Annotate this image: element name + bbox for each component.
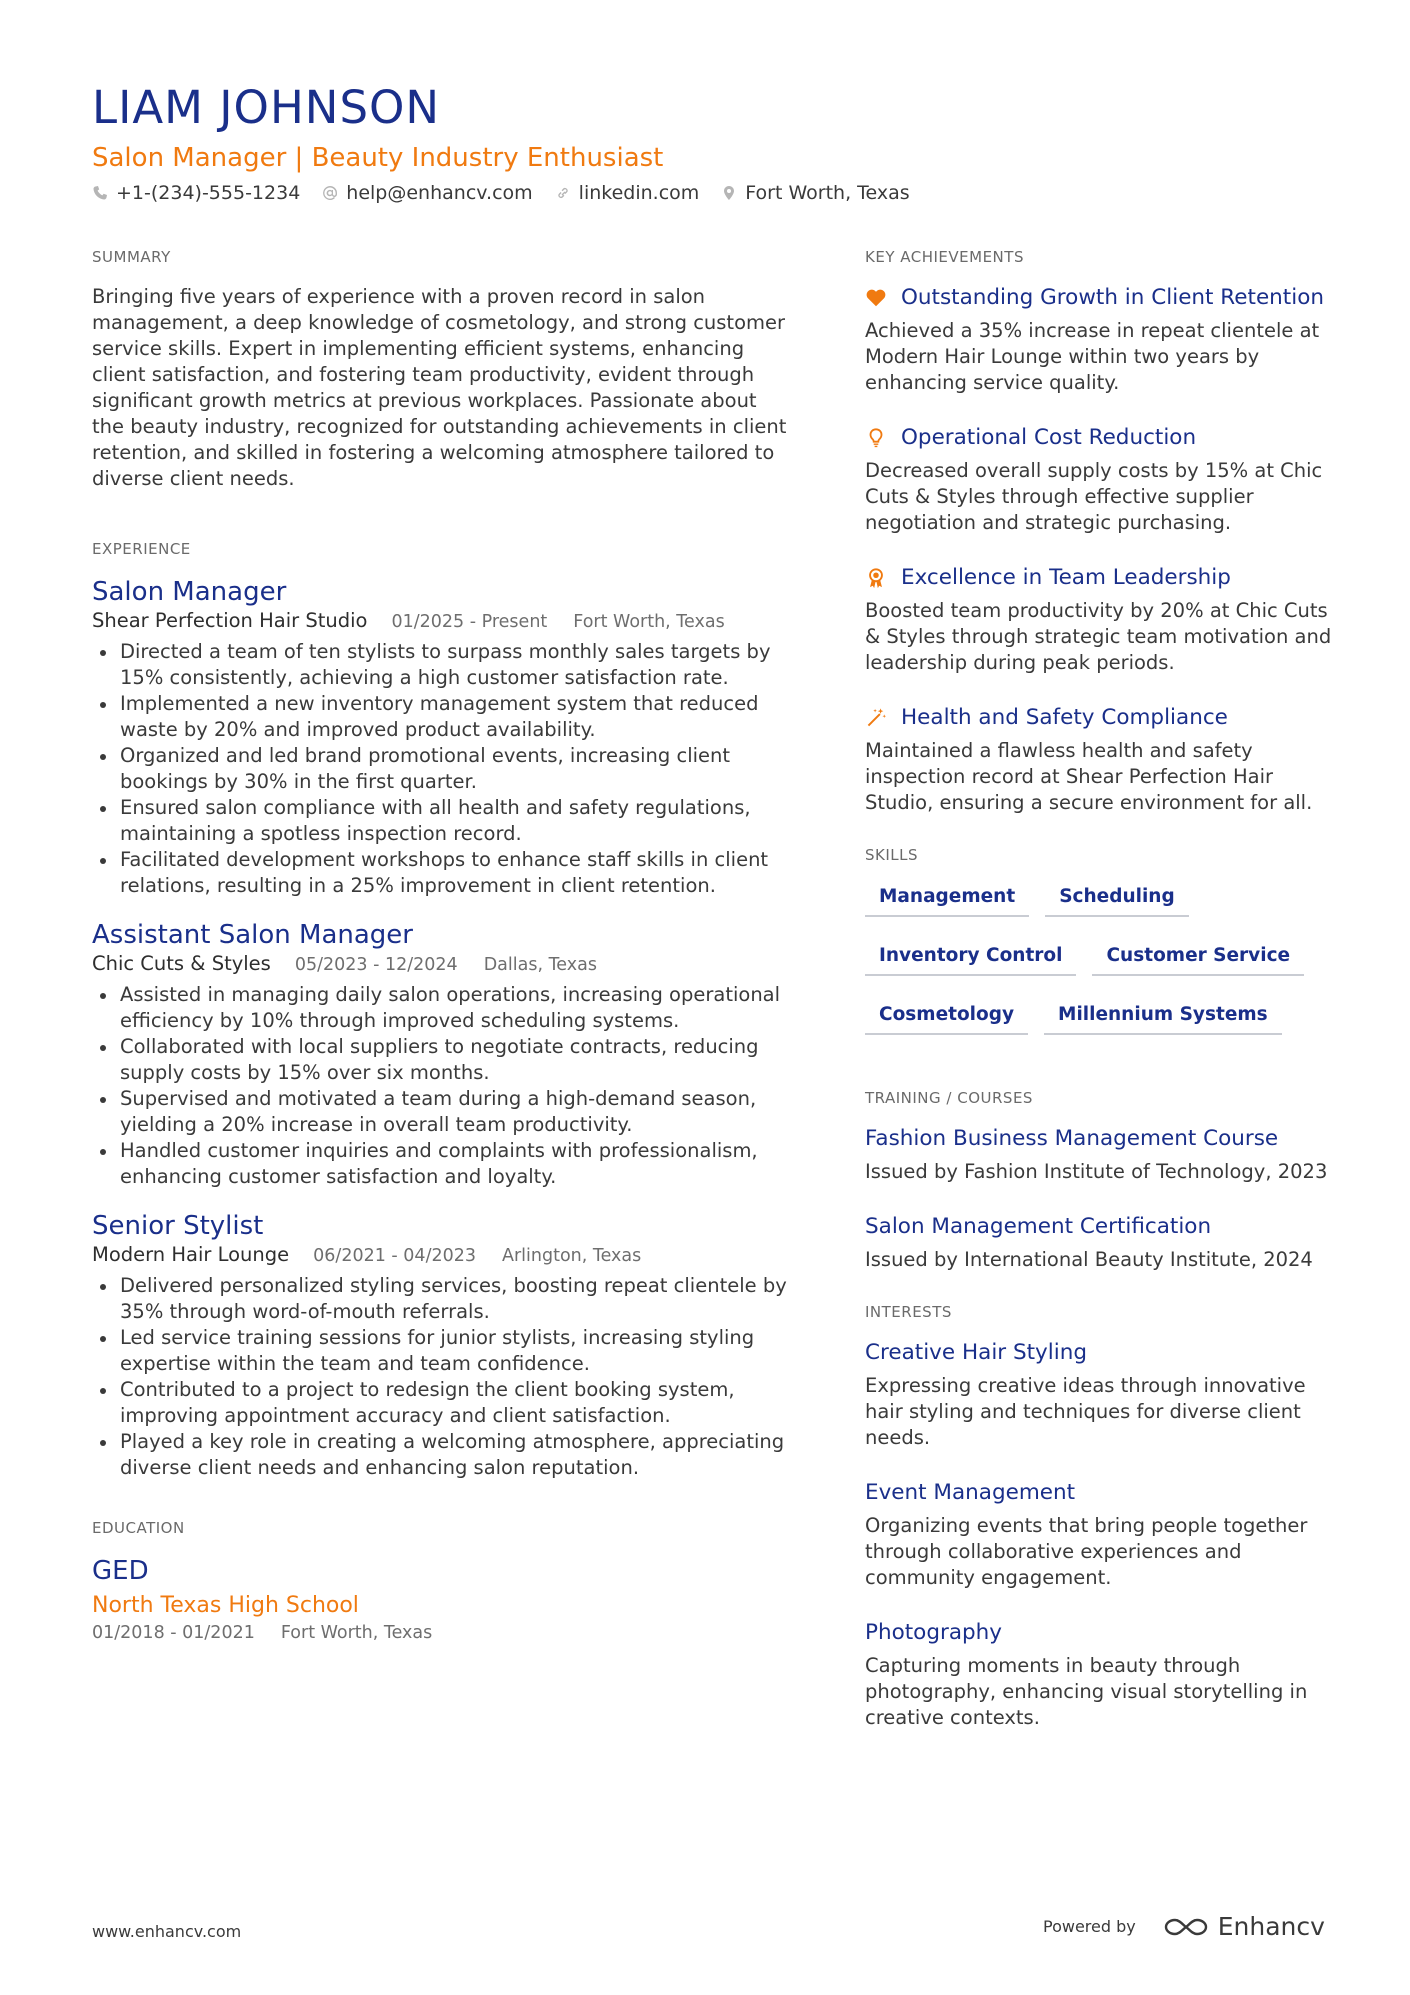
interest-item (865, 1619, 1335, 1731)
phone-icon (92, 185, 108, 201)
job-company: Chic Cuts & Styles (92, 952, 271, 975)
interests-section (865, 1303, 1335, 1731)
contact-bar (92, 182, 1332, 204)
skills-list (865, 882, 1335, 1059)
achievements-section (865, 248, 1335, 816)
interests-heading: INTERESTS (865, 1303, 952, 1321)
email-text: help@enhancv.com (346, 182, 533, 204)
interest-desc: Organizing events that bring people together through collaborative experiences and community engagement. (865, 1514, 1308, 1589)
interest-desc: Capturing moments in beauty through photography, enhancing visual storytelling in creative contexts. (865, 1654, 1308, 1729)
job-title: Assistant Salon Manager (92, 920, 413, 950)
education-meta (92, 1621, 792, 1645)
training-title: Salon Management Certification (865, 1214, 1212, 1239)
achievements-heading: KEY ACHIEVEMENTS (865, 248, 1024, 266)
brand-name: Enhancv (1217, 1912, 1325, 1941)
education-heading: EDUCATION (92, 1519, 185, 1537)
job-dates: 01/2025 - Present (391, 612, 548, 632)
achievement-title: Outstanding Growth in Client Retention (901, 285, 1324, 310)
magic-wand-icon (865, 707, 887, 729)
interest-title: Event Management (865, 1480, 1076, 1505)
achievement-title: Health and Safety Compliance (901, 705, 1228, 730)
job-bullet: Supervised and motivated a team during a high-demand season, yielding a 20% increase in overall team productivity. (92, 1086, 792, 1138)
achievement-header (865, 424, 1335, 452)
right-column (865, 248, 1335, 1779)
footer-website[interactable]: www.enhancv.com (92, 1922, 242, 1941)
achievement-item (865, 284, 1335, 396)
skill-tag: Millennium Systems (1044, 1000, 1282, 1035)
training-desc: Issued by International Beauty Institute, 2024 (865, 1248, 1313, 1271)
skill-tag: Scheduling (1045, 882, 1189, 917)
summary-text: Bringing five years of experience with a proven record in salon management, a deep knowledge of cosmetology, and strong customer service skills. Expert in implementing efficient systems, enhancing client satisfaction, and fostering team productivity, evident through significant growth metrics at previous workplaces. Passionate about the beauty industry, recognized for outstanding achievements in client retention, and skilled in fostering a welcoming atmosphere tailored to diverse client needs. (92, 285, 787, 490)
location-pin-icon (721, 185, 737, 201)
experience-section (92, 540, 792, 1481)
contact-linkedin[interactable] (555, 182, 700, 204)
job-location: Fort Worth, Texas (573, 612, 725, 632)
education-location: Fort Worth, Texas (280, 1623, 433, 1643)
achievement-desc: Maintained a flawless health and safety inspection record at Shear Perfection Hair Studio, ensuring a secure environment for all. (865, 739, 1313, 814)
summary-section (92, 248, 792, 492)
job-bullet: Implemented a new inventory management system that reduced waste by 20% and improved product availability. (92, 691, 792, 743)
candidate-name: LIAM JOHNSON (92, 81, 441, 134)
at-icon (322, 185, 338, 201)
training-desc: Issued by Fashion Institute of Technology, 2023 (865, 1160, 1328, 1183)
interest-item (865, 1339, 1335, 1451)
achievement-item (865, 424, 1335, 536)
phone-text: +1-(234)-555-1234 (116, 182, 301, 204)
infinity-logo-icon (1162, 1914, 1210, 1940)
heart-icon (865, 287, 887, 309)
contact-email[interactable] (322, 182, 532, 204)
left-column (92, 248, 792, 1693)
job-meta (92, 1242, 792, 1269)
skill-tag: Customer Service (1092, 941, 1304, 976)
interest-title: Creative Hair Styling (865, 1340, 1087, 1365)
footer-branding[interactable] (1043, 1912, 1325, 1941)
achievement-desc: Boosted team productivity by 20% at Chic Cuts & Styles through strategic team motivation and leadership during peak periods. (865, 599, 1332, 674)
link-icon (555, 185, 571, 201)
job-bullet: Played a key role in creating a welcoming atmosphere, appreciating diverse client needs and enhancing salon reputation. (92, 1429, 792, 1481)
job-meta (92, 951, 792, 978)
job-bullets (92, 982, 792, 1190)
job-bullet: Handled customer inquiries and complaints with professionalism, enhancing customer satisfaction and loyalty. (92, 1138, 792, 1190)
job-dates: 05/2023 - 12/2024 (294, 955, 458, 975)
skill-tag: Cosmetology (865, 1000, 1028, 1035)
job-entry (92, 919, 792, 1190)
achievement-item (865, 704, 1335, 816)
job-bullets (92, 1273, 792, 1481)
job-bullet: Assisted in managing daily salon operations, increasing operational efficiency by 10% through improved scheduling systems. (92, 982, 792, 1034)
interest-item (865, 1479, 1335, 1591)
achievement-header (865, 564, 1335, 592)
job-bullet: Collaborated with local suppliers to negotiate contracts, reducing supply costs by 15% over six months. (92, 1034, 792, 1086)
skill-tag: Management (865, 882, 1029, 917)
education-school: North Texas High School (92, 1593, 359, 1618)
lightbulb-icon (865, 427, 887, 449)
interest-desc: Expressing creative ideas through innovative hair styling and techniques for diverse client needs. (865, 1374, 1306, 1449)
training-item (865, 1213, 1335, 1273)
achievement-header (865, 284, 1335, 312)
linkedin-text: linkedin.com (578, 182, 700, 204)
enhancv-logo (1162, 1912, 1325, 1941)
training-section (865, 1089, 1335, 1273)
training-heading: TRAINING / COURSES (865, 1089, 1033, 1107)
job-location: Dallas, Texas (483, 955, 597, 975)
experience-heading: EXPERIENCE (92, 540, 191, 558)
job-company: Shear Perfection Hair Studio (92, 609, 368, 632)
education-section (92, 1519, 792, 1645)
training-title: Fashion Business Management Course (865, 1126, 1279, 1151)
achievement-title: Operational Cost Reduction (901, 425, 1197, 450)
job-title: Salon Manager (92, 577, 287, 607)
skill-tag: Inventory Control (865, 941, 1076, 976)
job-dates: 06/2021 - 04/2023 (313, 1246, 476, 1266)
job-bullet: Directed a team of ten stylists to surpass monthly sales targets by 15% consistently, achieving a high customer satisfaction rate. (92, 639, 792, 691)
skills-heading: SKILLS (865, 846, 919, 864)
job-bullet: Delivered personalized styling services, boosting repeat clientele by 35% through word-of-mouth referrals. (92, 1273, 792, 1325)
job-bullet: Facilitated development workshops to enhance staff skills in client relations, resulting in a 25% improvement in client retention. (92, 847, 792, 899)
job-bullets (92, 639, 792, 899)
location-text: Fort Worth, Texas (745, 182, 910, 204)
contact-location (721, 182, 909, 204)
education-dates: 01/2018 - 01/2021 (92, 1623, 255, 1643)
job-entry (92, 576, 792, 899)
job-bullet: Organized and led brand promotional events, increasing client bookings by 30% in the first quarter. (92, 743, 792, 795)
summary-heading: SUMMARY (92, 248, 171, 266)
job-company: Modern Hair Lounge (92, 1243, 290, 1266)
achievement-desc: Achieved a 35% increase in repeat clientele at Modern Hair Lounge within two years by enhancing service quality. (865, 319, 1320, 394)
job-bullet: Contributed to a project to redesign the client booking system, improving appointment accuracy and client satisfaction. (92, 1377, 792, 1429)
achievement-item (865, 564, 1335, 676)
achievement-header (865, 704, 1335, 732)
powered-by-label: Powered by (1043, 1917, 1136, 1936)
education-degree: GED (92, 1556, 149, 1586)
achievement-desc: Decreased overall supply costs by 15% at Chic Cuts & Styles through effective supplier negotiation and strategic purchasing. (865, 459, 1323, 534)
job-bullet: Led service training sessions for junior stylists, increasing styling expertise within the team and team confidence. (92, 1325, 792, 1377)
award-icon (865, 567, 887, 589)
skills-section (865, 846, 1335, 1059)
training-item (865, 1125, 1335, 1185)
job-entry (92, 1210, 792, 1481)
candidate-subtitle: Salon Manager | Beauty Industry Enthusiast (92, 143, 664, 173)
resume-header (92, 82, 1332, 204)
job-location: Arlington, Texas (502, 1246, 642, 1266)
job-title: Senior Stylist (92, 1211, 264, 1241)
job-bullet: Ensured salon compliance with all health and safety regulations, maintaining a spotless inspection record. (92, 795, 792, 847)
interest-title: Photography (865, 1620, 1002, 1645)
contact-phone (92, 182, 300, 204)
job-meta (92, 608, 792, 635)
achievement-title: Excellence in Team Leadership (901, 565, 1231, 590)
